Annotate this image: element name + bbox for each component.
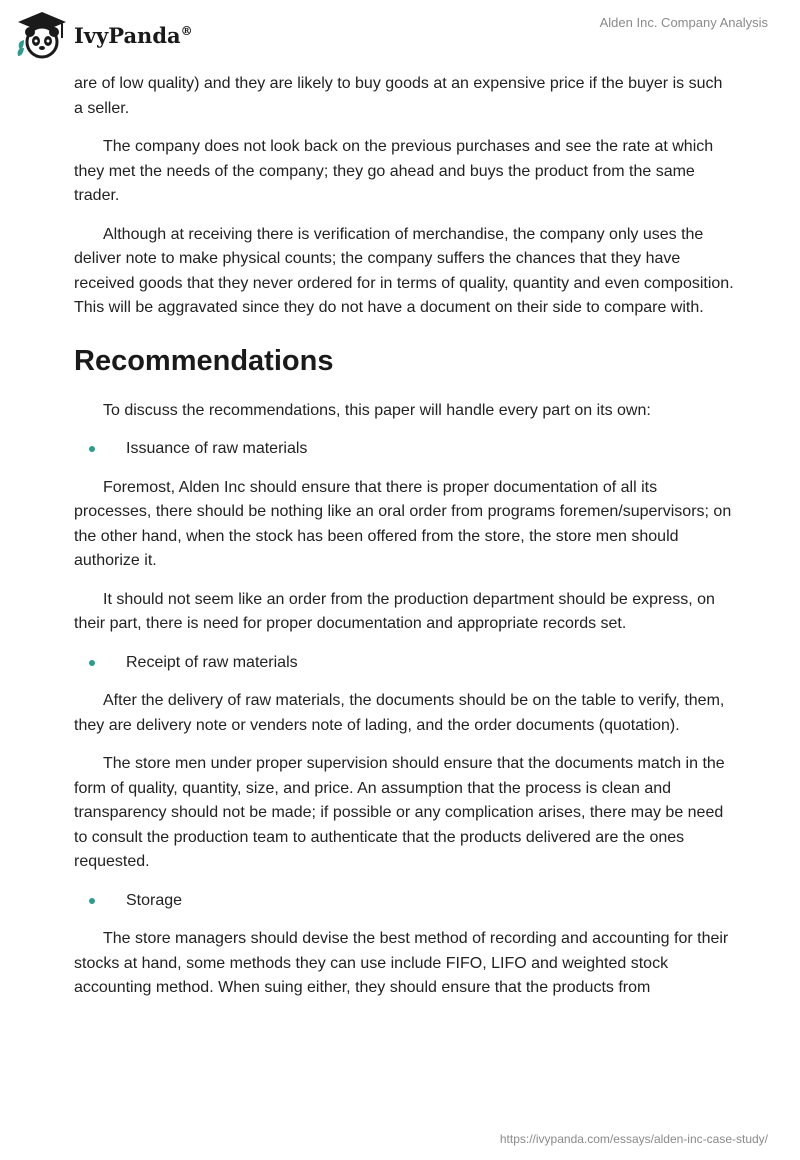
list-item-label: Storage (126, 891, 183, 909)
paragraph: The store men under proper supervision should ensure that the documents match in the form of quality, quantity, size, and price. An assumption that the process is clean and transparency should not be made; if possible or any complication arises, there may be need to consult the production team to authenticate that the products delivered are the ones requested. (74, 755, 725, 870)
paragraph: Although at receiving there is verification of merchandise, the company only uses the deliver note to make physical counts; the company suffers the chances that they have received goods that they never ordered for in terms of quality, quantity and even composition. This will be aggravated since they do not have a document on their side to compare with. (74, 225, 734, 316)
list-item (74, 651, 734, 676)
list-item (74, 889, 734, 914)
list-item (74, 437, 734, 462)
paragraph: The store managers should devise the best method of recording and accounting for their stocks at hand, some methods they can use include FIFO, LIFO and weighted stock accounting method. When suing either, they should ensure that the products from (74, 930, 729, 996)
paragraph: After the delivery of raw materials, the documents should be on the table to verify, them, they are delivery note or venders note of lading, and the order documents (quotation). (74, 692, 725, 734)
bullet-icon (89, 898, 95, 904)
brand-name: IvyPanda® (74, 22, 193, 48)
brand-logo[interactable] (14, 8, 193, 60)
panda-graduate-icon (14, 8, 70, 60)
bullet-icon (89, 446, 95, 452)
article-body (74, 72, 734, 1015)
bullet-icon (89, 660, 95, 666)
paragraph: To discuss the recommendations, this paper will handle every part on its own: (103, 401, 651, 419)
source-url[interactable]: https://ivypanda.com/essays/alden-inc-case-study/ (499, 1132, 768, 1146)
paragraph: It should not seem like an order from the production department should be express, on their part, there is need for proper documentation and appropriate records set. (74, 590, 715, 632)
paragraph: are of low quality) and they are likely to buy goods at an expensive price if the buyer is such a seller. (74, 75, 723, 117)
list-item-label: Issuance of raw materials (126, 440, 308, 457)
list-item-label: Receipt of raw materials (126, 653, 298, 671)
paragraph: Foremost, Alden Inc should ensure that there is proper documentation of all its processes, there should be nothing like an oral order from programs foremen/supervisors; on the other hand, when the stock has been offered from the store, the store men should authorize it. (74, 478, 732, 569)
paragraph: The company does not look back on the previous purchases and see the rate at which they met the needs of the company; they go ahead and buys the product from the same trader. (74, 138, 714, 204)
document-title: Alden Inc. Company Analysis (599, 15, 768, 30)
section-heading: Recommendations (74, 344, 334, 377)
page-header (0, 0, 800, 70)
